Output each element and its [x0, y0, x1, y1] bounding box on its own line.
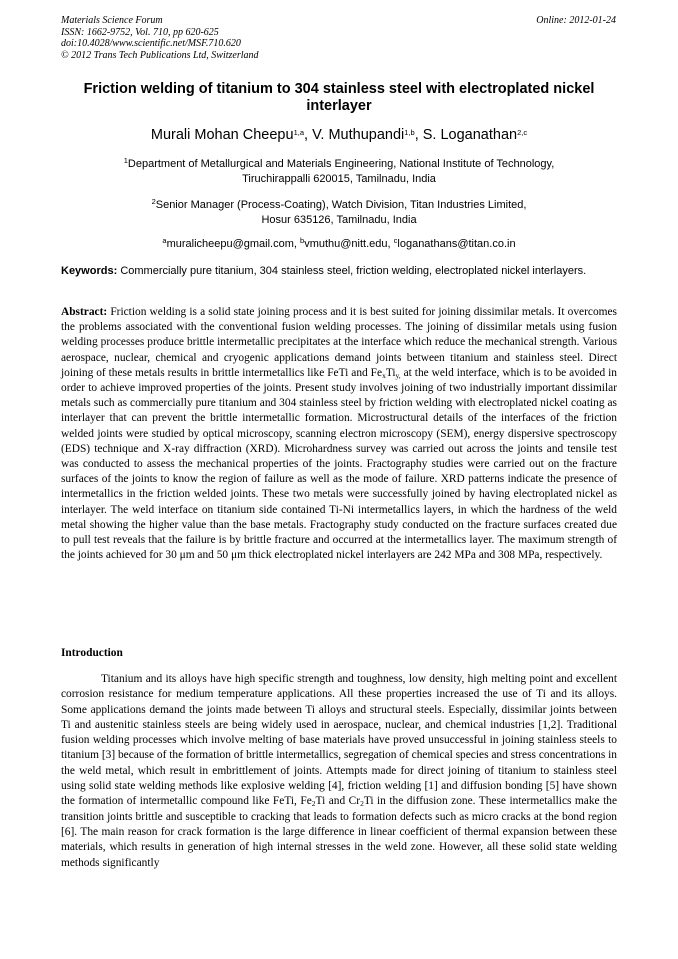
affiliation-line: Department of Metallurgical and Materials Engineering, National Institute of Technology, [127, 158, 555, 170]
author-affiliation-mark: 2,c [517, 128, 528, 137]
copyright-line: © 2012 Trans Tech Publications Ltd, Switzerland [61, 49, 259, 61]
keywords-section [61, 264, 617, 278]
affiliation-line: Senior Manager (Process-Coating), Watch Division, Titan Industries Limited, [155, 199, 527, 211]
author-name: V. Muthupandi [312, 127, 405, 143]
abstract-label: Abstract: [61, 306, 108, 318]
email-list: $^a$muralicheepu@gmail.com, $^b$vmuthu@nitt.edu, $^c$loganathans@titan.co.in [162, 236, 516, 250]
email-mark: c [393, 236, 398, 245]
paper-title: Friction welding of titanium to 304 stainless steel with electroplated nickel interlayer [83, 81, 595, 114]
body-text: Ti in the diffusion zone. These intermetallics make the transition joints brittle and susceptible to cracking that leads to formation defects such as micro cracks at the bond region [6]. The main reason for crack formation is the large difference in linear coefficient of thermal expansion between these materials, which results in generation of high internal stresses in the weld zone. However, all these solid state welding methods significantly [61, 795, 617, 869]
email-mark: b [300, 236, 305, 245]
author-affiliation-mark: 1,a [293, 128, 304, 137]
affiliation-line: Hosur 635126, Tamilnadu, India [261, 214, 417, 226]
affiliation-mark: 1 [123, 156, 128, 165]
journal-name: Materials Science Forum [61, 15, 163, 26]
online-date: Online: 2012-01-24 [536, 15, 616, 26]
issn-line: ISSN: 1662-9752, Vol. 710, pp 620-625 [61, 26, 219, 38]
affiliation-2 [61, 198, 617, 228]
affiliation-mark: 2 [151, 197, 156, 206]
subscript: 2 [311, 799, 316, 809]
email-link[interactable]: vmuthu@nitt.edu [304, 238, 388, 250]
keywords-text: Commercially pure titanium, 304 stainless steel, friction welding, electroplated nickel interlayers. [120, 265, 587, 277]
header-publication-info [61, 15, 259, 61]
affiliation-1 [61, 157, 617, 187]
abstract-section [61, 305, 617, 563]
abstract-text: Friction welding is a solid state joining process and it is best suited for joining dissimilar metals. It overcomes the problems associated with the conventional fusion welding processes. The joining of dissimilar metals using fusion welding processes produce brittle intermetallic precipitates at the interface which reduce the mechanical strength. Various aerospace, nuclear, chemical and cryogenic applications demand joints between titanium and stainless steel. Direct joining of these metals results in brittle intermetallics like FeTi and Fe [61, 306, 617, 379]
doi-line[interactable]: doi:10.4028/www.scientific.net/MSF.710.620 [61, 38, 241, 49]
email-mark: a [162, 236, 167, 245]
abstract-text: Ti [385, 366, 396, 379]
author-affiliation-mark: 1,b [404, 128, 415, 137]
abstract-text: at the weld interface, which is to be avoided in order to achieve improved properties of the joints. Present study involves joining of two industrially important dissimilar metals such as commercially pure titanium and 304 stainless steel by friction welding with electroplated nickel coating as interlayer that can prevent the brittle intermetallic formation. Microstructural details of the interfaces of the friction welded joints were studied by optical microscopy, scanning electron microscopy (SEM), energy dispersive spectroscopy (EDS) technique and X-ray diffraction (XRD). Microhardness survey was carried out across the joints and tensile test was conducted to assess the mechanical properties of the joints. Fractography studies were carried out on the fracture surfaces of the joints to know the region of failure as well as the mode of failure. XRD patterns indicate the presence of intermetallics in the friction welded joints. These two metals were successfully joined by having electroplated nickel as interlayer. The weld interface on titanium side contained Ti-Ni intermetallics layers, in which the hardness of the weld metal showing the higher value than the base metals. Fractography study conducted on the fracture surfaces created due to pull test reveals that the failure is by brittle fracture and occurred at the intermetallics layer. The maximum strength of the joints achieved for 30 μm and 50 μm thick electroplated nickel interlayers are 242 MPa and 308 MPa, respectively. [61, 366, 617, 562]
body-text: Ti and Cr [315, 795, 361, 808]
subscript: x [382, 370, 386, 380]
introduction-paragraph [61, 672, 617, 871]
author-name: S. Loganathan [422, 127, 518, 143]
author-name: Murali Mohan Cheepu [150, 127, 294, 143]
affiliation-line: Tiruchirappalli 620015, Tamilnadu, India [242, 173, 436, 185]
section-heading-introduction: Introduction [61, 647, 123, 659]
body-text: Titanium and its alloys have high specific strength and toughness, low density, high melting point and excellent corrosion resistance for medium temperature applications. All these properties increased the use of Ti and its alloys. Some applications demand the joints made between Ti alloys and structural steels. Especially, dissimilar joints between Ti and austenitic stainless steels are being widely used in aerospace, nuclear, and chemical industries [1,2]. Traditional fusion welding processes which involve melting of base materials have proved unsuccessful in joining stainless steels to titanium [3] because of the formation of brittle intermetallics, segregation of chemical species and stress concentrations in the weld metal, which result in embrittlement of joints. Attempts made for direct joining of titanium to stainless steel using solid state welding methods like explosive welding [4], friction welding [1] and diffusion bonding [5] have shown the formation of intermetallic compound like FeTi, Fe [61, 673, 617, 808]
author-list: Murali Mohan Cheepu$^{1,a}$, V. Muthupandi$^{1,b}$, S. Loganathan$^{2,c}$ [150, 127, 528, 143]
email-link[interactable]: muralicheepu@gmail.com [166, 238, 294, 250]
subscript: y, [395, 370, 401, 380]
keywords-label: Keywords: [61, 265, 118, 277]
email-link[interactable]: loganathans@titan.co.in [397, 238, 516, 250]
subscript: 2 [360, 799, 364, 809]
